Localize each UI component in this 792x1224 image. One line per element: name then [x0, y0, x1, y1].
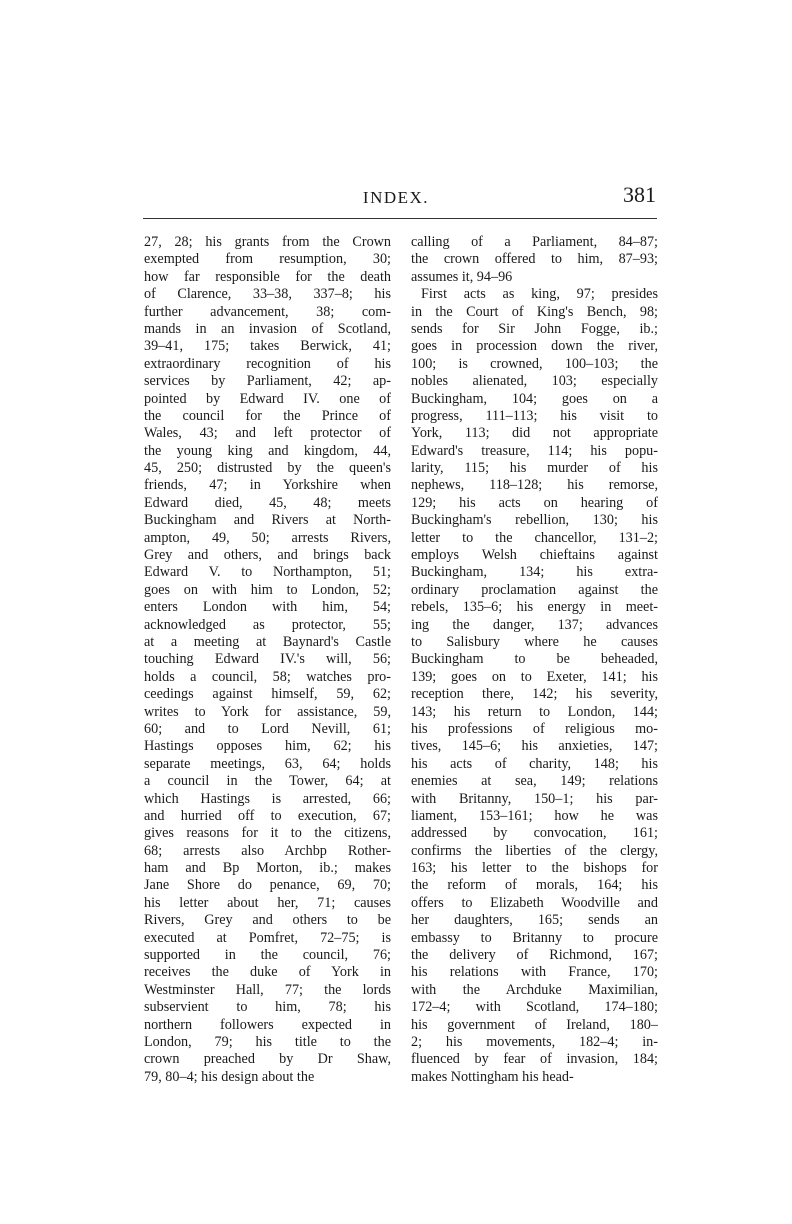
index-line: 129; his acts on hearing of	[411, 494, 658, 511]
index-line: with the Archduke Maximilian,	[411, 981, 658, 998]
index-line: First acts as king, 97; presides	[421, 286, 658, 303]
index-line: crown preached by Dr Shaw,	[144, 1051, 391, 1068]
running-header-title: INDEX.	[362, 188, 430, 207]
index-line: 27, 28; his grants from the Crown	[144, 234, 391, 250]
index-line: goes on with him to London, 52;	[144, 581, 391, 598]
index-line: services by Parliament, 42; ap-	[144, 373, 391, 390]
index-line: 172–4; with Scotland, 174–180;	[411, 999, 658, 1016]
index-line: subservient to him, 78; his	[144, 999, 391, 1016]
index-line: Edward died, 45, 48; meets	[144, 494, 391, 511]
index-line: 143; his return to London, 144;	[411, 703, 658, 720]
index-line: extraordinary recognition of his	[144, 355, 391, 372]
index-line: her daughters, 165; sends an	[411, 912, 658, 929]
index-line: Buckingham and Rivers at North-	[144, 512, 391, 529]
index-line: enters London with him, 54;	[144, 599, 391, 616]
index-line: London, 79; his title to the	[144, 1033, 391, 1050]
index-line: his government of Ireland, 180–	[411, 1016, 658, 1033]
index-column-right	[411, 234, 658, 1086]
index-line: acknowledged as protector, 55;	[144, 616, 391, 633]
index-line: Rivers, Grey and others to be	[144, 912, 391, 929]
index-line: Buckingham's rebellion, 130; his	[411, 512, 658, 529]
index-line: in the Court of King's Bench, 98;	[411, 303, 658, 320]
index-line: employs Welsh chieftains against	[411, 547, 658, 564]
index-line: the crown offered to him, 87–93;	[411, 251, 658, 268]
index-line: and hurried off to execution, 67;	[144, 807, 391, 824]
index-line: at a meeting at Baynard's Castle	[144, 633, 391, 650]
index-line: the young king and kingdom, 44,	[144, 442, 391, 459]
index-line: sends for Sir John Fogge, ib.;	[411, 320, 658, 337]
index-line: friends, 47; in Yorkshire when	[144, 477, 391, 494]
index-line: holds a council, 58; watches pro-	[144, 668, 391, 685]
index-line: Grey and others, and brings back	[144, 547, 391, 564]
index-line: Buckingham to be beheaded,	[411, 651, 658, 668]
index-line: to Salisbury where he causes	[411, 633, 658, 650]
index-line: rebels, 135–6; his energy in meet-	[411, 599, 658, 616]
index-line: ing the danger, 137; advances	[411, 616, 658, 633]
index-line: exempted from resumption, 30;	[144, 251, 391, 268]
index-line: Westminster Hall, 77; the lords	[144, 981, 391, 998]
index-line: his acts of charity, 148; his	[411, 755, 658, 772]
index-line: tives, 145–6; his anxieties, 147;	[411, 738, 658, 755]
index-line: Buckingham, 134; his extra-	[411, 564, 658, 581]
index-line: mands in an invasion of Scotland,	[144, 320, 391, 337]
index-line: gives reasons for it to the citizens,	[144, 825, 391, 842]
index-line: 45, 250; distrusted by the queen's	[144, 460, 391, 477]
index-line: nobles alienated, 103; especially	[411, 373, 658, 390]
index-line: Edward V. to Northampton, 51;	[144, 564, 391, 581]
index-line: Edward's treasure, 114; his popu-	[411, 442, 658, 459]
index-line: 163; his letter to the bishops for	[411, 860, 658, 877]
index-line: York, 113; did not appropriate	[411, 425, 658, 442]
index-line: makes Nottingham his head-	[411, 1068, 574, 1085]
index-line: further advancement, 38; com-	[144, 303, 391, 320]
index-line: ordinary proclamation against the	[411, 581, 658, 598]
index-line: nephews, 118–128; his remorse,	[411, 477, 658, 494]
index-line: his professions of religious mo-	[411, 720, 658, 737]
index-line: calling of a Parliament, 84–87;	[411, 234, 658, 250]
index-line: touching Edward IV.'s will, 56;	[144, 651, 391, 668]
index-line: Jane Shore do penance, 69, 70;	[144, 877, 391, 894]
header-rule	[143, 218, 657, 219]
index-line: ham and Bp Morton, ib.; makes	[144, 860, 391, 877]
index-line: his letter about her, 71; causes	[144, 894, 391, 911]
index-line: Wales, 43; and left protector of	[144, 425, 391, 442]
index-line: liament, 153–161; how he was	[411, 807, 658, 824]
index-line: receives the duke of York in	[144, 964, 391, 981]
index-line: which Hastings is arrested, 66;	[144, 790, 391, 807]
index-line: fluenced by fear of invasion, 184;	[411, 1051, 658, 1068]
index-line: enemies at sea, 149; relations	[411, 773, 658, 790]
index-line: 2; his movements, 182–4; in-	[411, 1033, 658, 1050]
index-line: the delivery of Richmond, 167;	[411, 947, 658, 964]
page-number: 381	[623, 182, 656, 207]
index-line: goes in procession down the river,	[411, 338, 658, 355]
index-line: embassy to Britanny to procure	[411, 929, 658, 946]
index-line: Hastings opposes him, 62; his	[144, 738, 391, 755]
index-line: progress, 111–113; his visit to	[411, 407, 658, 424]
index-line: assumes it, 94–96	[411, 268, 513, 285]
index-line: 79, 80–4; his design about the	[144, 1068, 315, 1085]
index-line: executed at Pomfret, 72–75; is	[144, 929, 391, 946]
index-line: northern followers expected in	[144, 1016, 391, 1033]
index-line: 68; arrests also Archbp Rother-	[144, 842, 391, 859]
index-line: Buckingham, 104; goes on a	[411, 390, 658, 407]
index-line: with Britanny, 150–1; his par-	[411, 790, 658, 807]
index-line: larity, 115; his murder of his	[411, 460, 658, 477]
index-line: 60; and to Lord Nevill, 61;	[144, 720, 391, 737]
index-line: addressed by convocation, 161;	[411, 825, 658, 842]
index-line: pointed by Edward IV. one of	[144, 390, 391, 407]
index-line: writes to York for assistance, 59,	[144, 703, 391, 720]
index-line: a council in the Tower, 64; at	[144, 773, 391, 790]
index-column-left	[144, 234, 391, 1086]
index-line: 100; is crowned, 100–103; the	[411, 355, 658, 372]
index-line: letter to the chancellor, 131–2;	[411, 529, 658, 546]
index-line: his relations with France, 170;	[411, 964, 658, 981]
index-line: offers to Elizabeth Woodville and	[411, 894, 658, 911]
index-line: 139; goes on to Exeter, 141; his	[411, 668, 658, 685]
index-line: how far responsible for the death	[144, 268, 391, 285]
index-line: reception there, 142; his severity,	[411, 686, 658, 703]
index-line: supported in the council, 76;	[144, 947, 391, 964]
index-line: 39–41, 175; takes Berwick, 41;	[144, 338, 391, 355]
index-line: separate meetings, 63, 64; holds	[144, 755, 391, 772]
index-line: of Clarence, 33–38, 337–8; his	[144, 286, 391, 303]
index-line: the council for the Prince of	[144, 407, 391, 424]
index-line: ampton, 49, 50; arrests Rivers,	[144, 529, 391, 546]
index-line: confirms the liberties of the clergy,	[411, 842, 658, 859]
index-line: ceedings against himself, 59, 62;	[144, 686, 391, 703]
index-line: the reform of morals, 164; his	[411, 877, 658, 894]
